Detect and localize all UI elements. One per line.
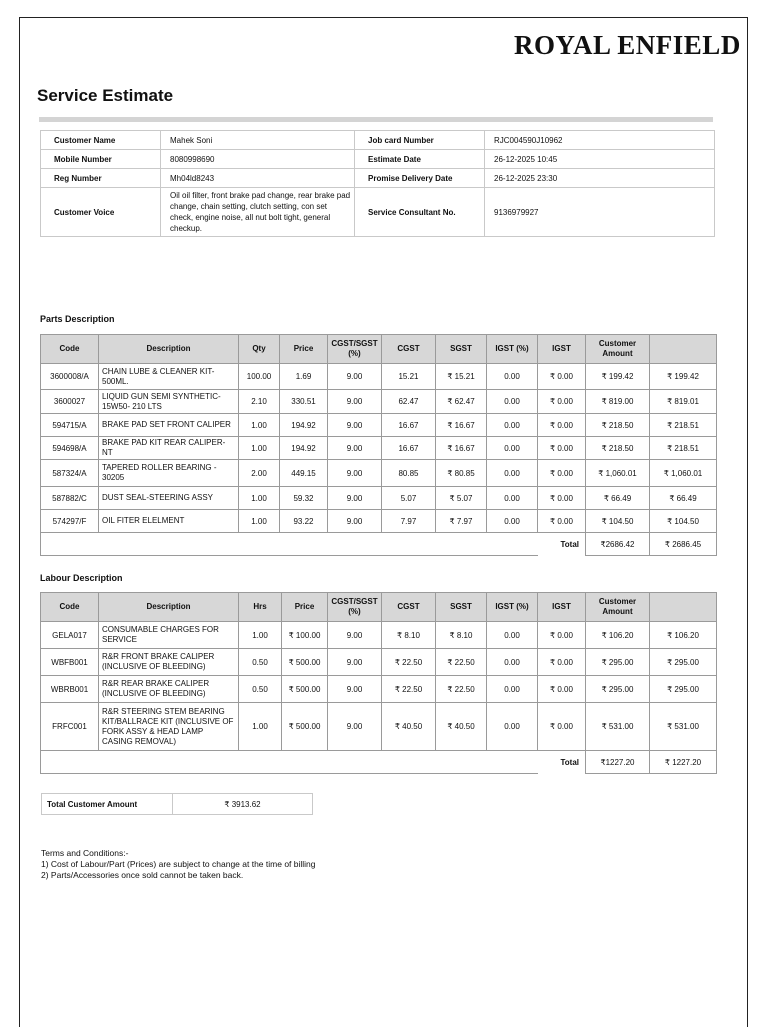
table-cell: 9.00: [328, 437, 382, 460]
table-cell: 449.15: [280, 460, 328, 487]
table-cell: 93.22: [280, 510, 328, 533]
reg-value: Mh04ld8243: [161, 169, 355, 188]
table-cell: 62.47: [382, 390, 436, 414]
table-cell: 0.00: [487, 487, 538, 510]
table-cell: ₹ 0.00: [538, 510, 586, 533]
column-header: IGST (%): [487, 335, 538, 364]
table-cell: ₹ 218.51: [650, 414, 717, 437]
table-cell: 0.00: [487, 414, 538, 437]
total-row: [41, 751, 717, 774]
table-cell: GELA017: [41, 622, 99, 649]
column-header: Hrs: [239, 593, 282, 622]
table-row: [41, 364, 717, 390]
table-row: [41, 437, 717, 460]
column-header: Description: [99, 335, 239, 364]
table-cell: 0.00: [487, 676, 538, 703]
table-row: [41, 390, 717, 414]
table-cell: ₹ 15.21: [436, 364, 487, 390]
customer-info-table: [40, 130, 715, 237]
table-cell: ₹ 100.00: [282, 622, 328, 649]
table-cell: 16.67: [382, 414, 436, 437]
table-cell: ₹ 0.00: [538, 703, 586, 751]
table-cell: 1.00: [239, 622, 282, 649]
table-cell: 2.00: [239, 460, 280, 487]
customer-name-value: Mahek Soni: [161, 131, 355, 150]
table-cell: ₹ 5.07: [436, 487, 487, 510]
table-cell: ₹ 22.50: [382, 649, 436, 676]
column-header: [650, 593, 717, 622]
column-header: CGST/SGST (%): [328, 335, 382, 364]
table-cell: 574297/F: [41, 510, 99, 533]
column-header: Customer Amount: [586, 593, 650, 622]
table-cell: 330.51: [280, 390, 328, 414]
table-cell: 0.50: [239, 649, 282, 676]
table-cell: 194.92: [280, 437, 328, 460]
column-header: CGST/SGST (%): [328, 593, 382, 622]
table-row: [41, 676, 717, 703]
table-cell: R&R FRONT BRAKE CALIPER (INCLUSIVE OF BLEEDING): [99, 649, 239, 676]
table-cell: 3600008/A: [41, 364, 99, 390]
column-header: Price: [282, 593, 328, 622]
table-cell: ₹ 0.00: [538, 487, 586, 510]
table-cell: 594715/A: [41, 414, 99, 437]
info-label: Promise Delivery Date: [355, 169, 485, 188]
brand-logo: ROYAL ENFIELD: [514, 30, 741, 60]
table-cell: ₹ 0.00: [538, 364, 586, 390]
table-cell: WBRB001: [41, 676, 99, 703]
table-cell: ₹ 40.50: [436, 703, 487, 751]
table-cell: 1.00: [239, 414, 280, 437]
table-cell: 9.00: [328, 460, 382, 487]
table-cell: ₹ 16.67: [436, 437, 487, 460]
table-cell: ₹ 295.00: [586, 649, 650, 676]
table-cell: ₹ 0.00: [538, 437, 586, 460]
job-card-value: RJC004590J10962: [485, 131, 715, 150]
table-cell: 0.00: [487, 390, 538, 414]
column-header: Description: [99, 593, 239, 622]
table-cell: ₹ 0.00: [538, 676, 586, 703]
table-cell: 0.00: [487, 703, 538, 751]
info-label: Customer Voice: [41, 188, 161, 237]
table-row: [41, 649, 717, 676]
table-cell: ₹ 199.42: [586, 364, 650, 390]
table-cell: 0.00: [487, 437, 538, 460]
table-cell: ₹ 531.00: [650, 703, 717, 751]
column-header: CGST: [382, 593, 436, 622]
column-header: [650, 335, 717, 364]
table-cell: 0.00: [487, 649, 538, 676]
info-label: Customer Name: [41, 131, 161, 150]
table-cell: 2.10: [239, 390, 280, 414]
table-row: [41, 414, 717, 437]
table-cell: 3600027: [41, 390, 99, 414]
info-row: [41, 188, 715, 237]
table-cell: ₹ 0.00: [538, 390, 586, 414]
table-cell: LIQUID GUN SEMI SYNTHETIC-15W50- 210 LTS: [99, 390, 239, 414]
table-cell: 1.00: [239, 703, 282, 751]
table-row: [41, 510, 717, 533]
table-cell: 9.00: [328, 364, 382, 390]
total-amount-row: [42, 794, 313, 815]
table-cell: 9.00: [328, 414, 382, 437]
total-label: Total: [538, 533, 586, 556]
table-cell: 0.00: [487, 510, 538, 533]
table-cell: 1.00: [239, 437, 280, 460]
parts-table: [40, 334, 717, 556]
table-cell: ₹ 1,060.01: [586, 460, 650, 487]
table-cell: 0.00: [487, 364, 538, 390]
table-cell: ₹ 40.50: [382, 703, 436, 751]
table-cell: ₹ 500.00: [282, 676, 328, 703]
table-cell: ₹ 218.50: [586, 414, 650, 437]
column-header: IGST (%): [487, 593, 538, 622]
table-cell: 0.50: [239, 676, 282, 703]
table-cell: ₹ 819.00: [586, 390, 650, 414]
column-header: Qty: [239, 335, 280, 364]
info-row: [41, 131, 715, 150]
table-cell: CHAIN LUBE & CLEANER KIT-500ML.: [99, 364, 239, 390]
table-cell: ₹ 7.97: [436, 510, 487, 533]
table-cell: ₹ 66.49: [586, 487, 650, 510]
table-row: [41, 487, 717, 510]
customer-voice-value: Oil oil filter, front brake pad change, rear brake pad change, chain setting, clutch setting, con set check, engine noise, all nut bolt tight, general checkup.: [161, 188, 355, 237]
table-cell: 9.00: [328, 649, 382, 676]
terms-heading: Terms and Conditions:-: [41, 848, 129, 858]
table-cell: ₹ 106.20: [650, 622, 717, 649]
table-cell: 9.00: [328, 390, 382, 414]
table-row: [41, 622, 717, 649]
table-cell: TAPERED ROLLER BEARING - 30205: [99, 460, 239, 487]
table-cell: 1.00: [239, 487, 280, 510]
table-cell: 59.32: [280, 487, 328, 510]
table-cell: ₹ 66.49: [650, 487, 717, 510]
table-cell: 5.07: [382, 487, 436, 510]
promise-date-value: 26-12-2025 23:30: [485, 169, 715, 188]
table-cell: 16.67: [382, 437, 436, 460]
table-cell: 15.21: [382, 364, 436, 390]
table-cell: 9.00: [328, 487, 382, 510]
parts-header-row: [41, 335, 717, 364]
table-cell: 0.00: [487, 460, 538, 487]
terms-line: 1) Cost of Labour/Part (Prices) are subject to change at the time of billing: [41, 859, 316, 869]
table-cell: ₹ 0.00: [538, 649, 586, 676]
table-cell: 9.00: [328, 510, 382, 533]
table-cell: ₹ 0.00: [538, 414, 586, 437]
total-final-amount: ₹ 2686.45: [650, 533, 717, 556]
table-cell: 594698/A: [41, 437, 99, 460]
consultant-value: 9136979927: [485, 188, 715, 237]
labour-heading: Labour Description: [40, 573, 123, 583]
table-cell: ₹ 106.20: [586, 622, 650, 649]
table-cell: ₹ 104.50: [586, 510, 650, 533]
total-row: [41, 533, 717, 556]
total-customer-amount: ₹2686.42: [586, 533, 650, 556]
table-cell: ₹ 16.67: [436, 414, 487, 437]
table-cell: DUST SEAL-STEERING ASSY: [99, 487, 239, 510]
table-cell: 9.00: [328, 676, 382, 703]
column-header: SGST: [436, 593, 487, 622]
column-header: IGST: [538, 593, 586, 622]
column-header: Price: [280, 335, 328, 364]
table-cell: ₹ 531.00: [586, 703, 650, 751]
table-cell: ₹ 819.01: [650, 390, 717, 414]
table-cell: ₹ 62.47: [436, 390, 487, 414]
table-cell: 9.00: [328, 622, 382, 649]
table-cell: R&R STEERING STEM BEARING KIT/BALLRACE KIT (INCLUSIVE OF FORK ASSY & HEAD LAMP CASING REMOVAL): [99, 703, 239, 751]
table-cell: ₹ 22.50: [436, 676, 487, 703]
info-row: [41, 150, 715, 169]
table-cell: 1.69: [280, 364, 328, 390]
table-cell: ₹ 22.50: [436, 649, 487, 676]
table-row: [41, 703, 717, 751]
total-final-amount: ₹ 1227.20: [650, 751, 717, 774]
table-cell: ₹ 295.00: [586, 676, 650, 703]
table-cell: WBFB001: [41, 649, 99, 676]
table-cell: ₹ 8.10: [382, 622, 436, 649]
terms-line: 2) Parts/Accessories once sold cannot be taken back.: [41, 870, 244, 880]
table-row: [41, 460, 717, 487]
table-cell: ₹ 8.10: [436, 622, 487, 649]
table-cell: ₹ 199.42: [650, 364, 717, 390]
total-customer-amount: ₹1227.20: [586, 751, 650, 774]
table-cell: ₹ 104.50: [650, 510, 717, 533]
column-header: Code: [41, 593, 99, 622]
table-cell: BRAKE PAD KIT REAR CALIPER-NT: [99, 437, 239, 460]
column-header: Code: [41, 335, 99, 364]
info-label: Estimate Date: [355, 150, 485, 169]
info-label: Reg Number: [41, 169, 161, 188]
table-cell: 194.92: [280, 414, 328, 437]
column-header: CGST: [382, 335, 436, 364]
info-label: Service Consultant No.: [355, 188, 485, 237]
table-cell: 7.97: [382, 510, 436, 533]
table-cell: 587324/A: [41, 460, 99, 487]
estimate-date-value: 26-12-2025 10:45: [485, 150, 715, 169]
table-cell: FRFC001: [41, 703, 99, 751]
table-cell: 9.00: [328, 703, 382, 751]
labour-header-row: [41, 593, 717, 622]
total-amount-value: ₹ 3913.62: [173, 794, 313, 815]
table-cell: ₹ 295.00: [650, 649, 717, 676]
table-cell: 0.00: [487, 622, 538, 649]
page-title: Service Estimate: [37, 86, 174, 105]
column-header: IGST: [538, 335, 586, 364]
table-cell: R&R REAR BRAKE CALIPER (INCLUSIVE OF BLEEDING): [99, 676, 239, 703]
table-cell: ₹ 500.00: [282, 649, 328, 676]
table-cell: ₹ 0.00: [538, 622, 586, 649]
info-label: Mobile Number: [41, 150, 161, 169]
total-spacer: [41, 751, 538, 774]
labour-table: [40, 592, 717, 774]
table-cell: 100.00: [239, 364, 280, 390]
total-label: Total: [538, 751, 586, 774]
total-amount-label: Total Customer Amount: [42, 794, 173, 815]
table-cell: 80.85: [382, 460, 436, 487]
info-label: Job card Number: [355, 131, 485, 150]
mobile-value: 8080998690: [161, 150, 355, 169]
table-cell: ₹ 0.00: [538, 460, 586, 487]
title-divider: [39, 117, 713, 122]
column-header: Customer Amount: [586, 335, 650, 364]
table-cell: ₹ 500.00: [282, 703, 328, 751]
table-cell: ₹ 22.50: [382, 676, 436, 703]
total-spacer: [41, 533, 538, 556]
table-cell: 587882/C: [41, 487, 99, 510]
info-row: [41, 169, 715, 188]
total-customer-amount-table: [41, 793, 313, 815]
table-cell: ₹ 1,060.01: [650, 460, 717, 487]
table-cell: BRAKE PAD SET FRONT CALIPER: [99, 414, 239, 437]
column-header: SGST: [436, 335, 487, 364]
table-cell: OIL FITER ELELMENT: [99, 510, 239, 533]
table-cell: ₹ 80.85: [436, 460, 487, 487]
table-cell: ₹ 218.51: [650, 437, 717, 460]
table-cell: ₹ 218.50: [586, 437, 650, 460]
terms-block: [41, 848, 316, 881]
table-cell: CONSUMABLE CHARGES FOR SERVICE: [99, 622, 239, 649]
parts-heading: Parts Description: [40, 314, 115, 324]
table-cell: ₹ 295.00: [650, 676, 717, 703]
table-cell: 1.00: [239, 510, 280, 533]
